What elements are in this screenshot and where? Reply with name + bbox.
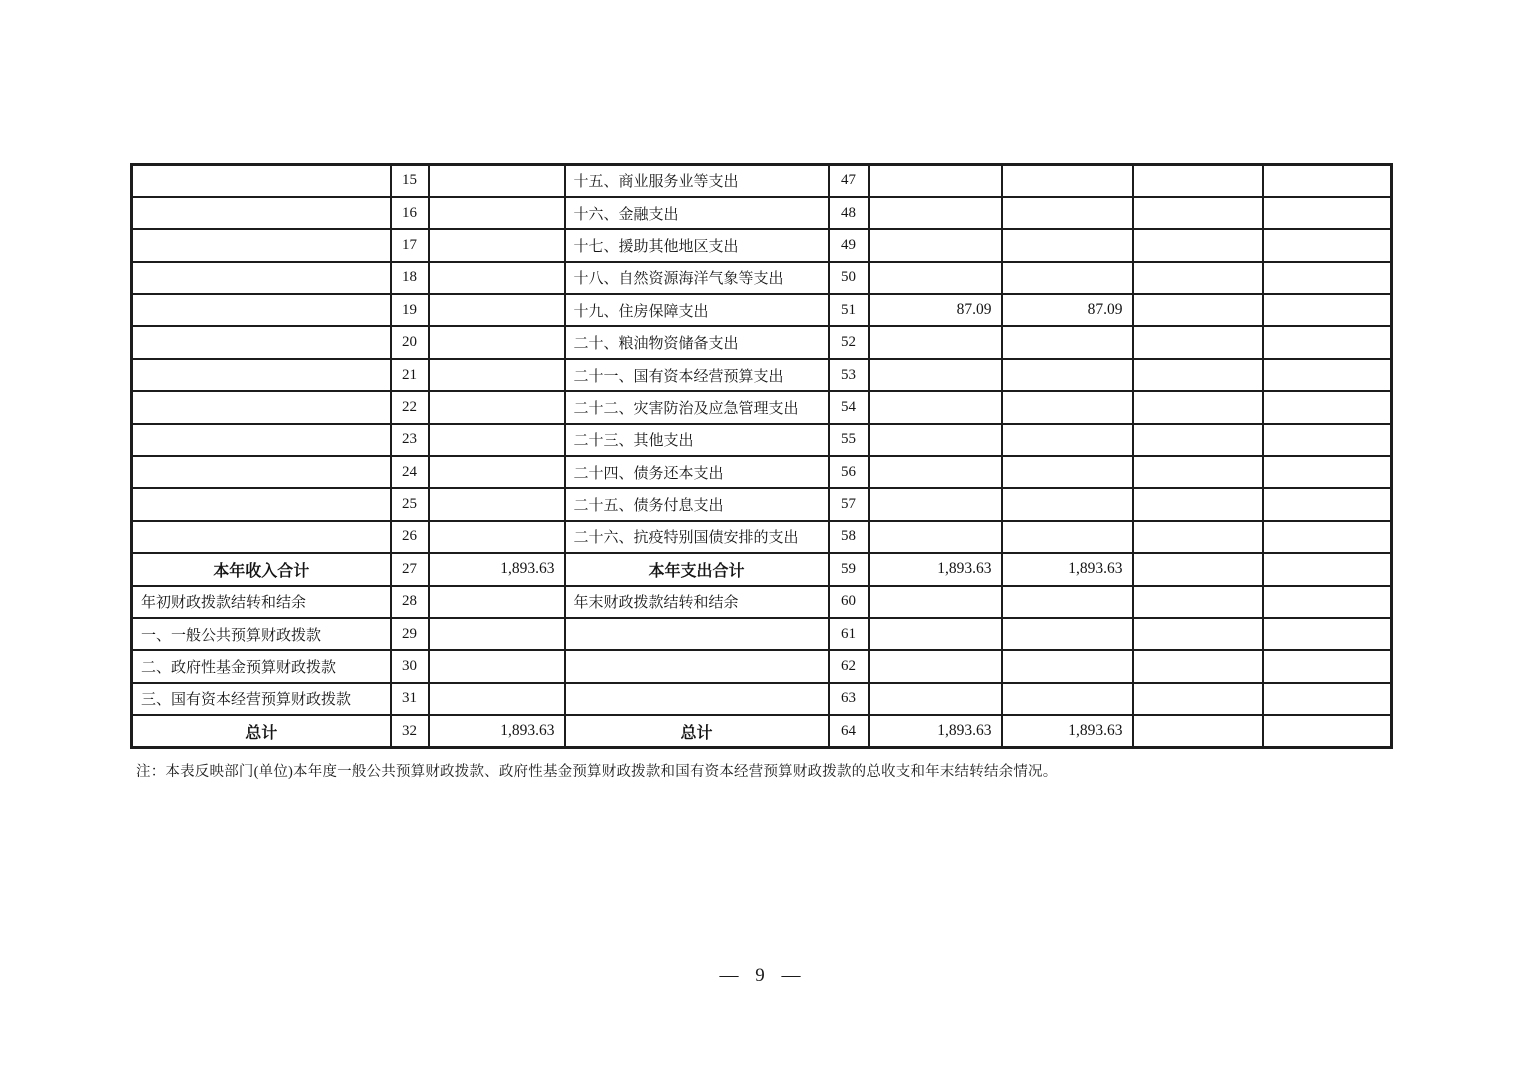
income-line-no-cell: 20 [391, 326, 429, 358]
funds-amount-2-cell [1002, 650, 1133, 682]
funds-amount-1-cell [869, 424, 1002, 456]
funds-amount-2-cell: 87.09 [1002, 294, 1133, 326]
funds-amount-1-cell [869, 586, 1002, 618]
expense-line-no-cell: 61 [829, 618, 869, 650]
table-row [132, 521, 1392, 553]
funds-amount-3-cell [1133, 488, 1263, 520]
income-item-cell [132, 424, 391, 456]
funds-amount-1-cell [869, 326, 1002, 358]
funds-amount-1-cell: 87.09 [869, 294, 1002, 326]
expense-item-cell: 总计 [565, 715, 829, 747]
funds-amount-1-cell: 1,893.63 [869, 553, 1002, 585]
expense-line-no-cell: 57 [829, 488, 869, 520]
expense-line-no-cell: 47 [829, 165, 869, 197]
income-item-cell [132, 488, 391, 520]
funds-amount-4-cell [1263, 165, 1392, 197]
funds-amount-1-cell [869, 359, 1002, 391]
income-line-no-cell: 27 [391, 553, 429, 585]
expense-line-no-cell: 53 [829, 359, 869, 391]
expense-item-cell [565, 618, 829, 650]
table-row [132, 165, 1392, 197]
funds-amount-4-cell [1263, 488, 1392, 520]
income-item-cell: 总计 [132, 715, 391, 747]
income-line-no-cell: 17 [391, 229, 429, 261]
funds-amount-2-cell [1002, 488, 1133, 520]
table-row [132, 488, 1392, 520]
funds-amount-3-cell [1133, 294, 1263, 326]
table-row [132, 359, 1392, 391]
funds-amount-2-cell [1002, 229, 1133, 261]
expense-line-no-cell: 64 [829, 715, 869, 747]
income-line-no-cell: 21 [391, 359, 429, 391]
table-row [132, 326, 1392, 358]
expense-line-no-cell: 59 [829, 553, 869, 585]
expense-item-cell: 十五、商业服务业等支出 [565, 165, 829, 197]
funds-amount-1-cell [869, 683, 1002, 715]
income-line-no-cell: 31 [391, 683, 429, 715]
income-item-cell [132, 197, 391, 229]
table-row [132, 262, 1392, 294]
funds-amount-2-cell: 1,893.63 [1002, 715, 1133, 747]
income-amount-cell: 1,893.63 [429, 553, 565, 585]
expense-line-no-cell: 60 [829, 586, 869, 618]
funds-amount-2-cell [1002, 618, 1133, 650]
expense-item-cell: 二十四、债务还本支出 [565, 456, 829, 488]
funds-amount-2-cell [1002, 326, 1133, 358]
expense-item-cell: 二十二、灾害防治及应急管理支出 [565, 391, 829, 423]
income-amount-cell [429, 197, 565, 229]
income-line-no-cell: 23 [391, 424, 429, 456]
expense-item-cell: 二十、粮油物资储备支出 [565, 326, 829, 358]
funds-amount-4-cell [1263, 326, 1392, 358]
income-amount-cell [429, 650, 565, 682]
table-row [132, 391, 1392, 423]
income-line-no-cell: 24 [391, 456, 429, 488]
funds-amount-1-cell [869, 262, 1002, 294]
funds-amount-2-cell [1002, 683, 1133, 715]
funds-amount-3-cell [1133, 456, 1263, 488]
income-item-cell [132, 229, 391, 261]
funds-amount-3-cell [1133, 553, 1263, 585]
funds-amount-4-cell [1263, 650, 1392, 682]
income-amount-cell [429, 488, 565, 520]
table-row [132, 197, 1392, 229]
expense-line-no-cell: 50 [829, 262, 869, 294]
income-item-cell: 三、国有资本经营预算财政拨款 [132, 683, 391, 715]
funds-amount-3-cell [1133, 262, 1263, 294]
funds-amount-4-cell [1263, 586, 1392, 618]
income-item-cell: 二、政府性基金预算财政拨款 [132, 650, 391, 682]
table-row [132, 715, 1392, 747]
table-footnote: 注：本表反映部门(单位)本年度一般公共预算财政拨款、政府性基金预算财政拨款和国有资本经营预算财政拨款的总收支和年末结转结余情况。 [136, 764, 1058, 780]
funds-amount-3-cell [1133, 197, 1263, 229]
income-line-no-cell: 16 [391, 197, 429, 229]
income-amount-cell [429, 521, 565, 553]
expense-line-no-cell: 48 [829, 197, 869, 229]
income-item-cell [132, 521, 391, 553]
funds-amount-4-cell [1263, 197, 1392, 229]
income-item-cell [132, 326, 391, 358]
expense-item-cell: 二十六、抗疫特别国债安排的支出 [565, 521, 829, 553]
funds-amount-1-cell [869, 488, 1002, 520]
income-amount-cell [429, 165, 565, 197]
income-amount-cell [429, 359, 565, 391]
funds-amount-3-cell [1133, 586, 1263, 618]
expense-line-no-cell: 55 [829, 424, 869, 456]
funds-amount-3-cell [1133, 359, 1263, 391]
funds-amount-4-cell [1263, 294, 1392, 326]
income-item-cell [132, 456, 391, 488]
expense-item-cell: 十八、自然资源海洋气象等支出 [565, 262, 829, 294]
funds-amount-2-cell [1002, 424, 1133, 456]
funds-amount-4-cell [1263, 359, 1392, 391]
funds-amount-4-cell [1263, 683, 1392, 715]
expense-item-cell: 二十五、债务付息支出 [565, 488, 829, 520]
funds-amount-1-cell [869, 165, 1002, 197]
funds-amount-4-cell [1263, 229, 1392, 261]
funds-amount-1-cell [869, 197, 1002, 229]
table-body [132, 165, 1392, 748]
income-amount-cell [429, 294, 565, 326]
income-amount-cell [429, 326, 565, 358]
expense-item-cell: 十七、援助其他地区支出 [565, 229, 829, 261]
table-row [132, 229, 1392, 261]
income-line-no-cell: 30 [391, 650, 429, 682]
expense-line-no-cell: 56 [829, 456, 869, 488]
table-row [132, 553, 1392, 585]
income-item-cell [132, 165, 391, 197]
page-number: — 9 — [719, 965, 801, 986]
income-line-no-cell: 22 [391, 391, 429, 423]
income-amount-cell [429, 618, 565, 650]
funds-amount-4-cell [1263, 391, 1392, 423]
table-row [132, 618, 1392, 650]
funds-amount-4-cell [1263, 262, 1392, 294]
expense-line-no-cell: 63 [829, 683, 869, 715]
funds-amount-1-cell [869, 618, 1002, 650]
income-amount-cell: 1,893.63 [429, 715, 565, 747]
income-line-no-cell: 28 [391, 586, 429, 618]
funds-amount-3-cell [1133, 391, 1263, 423]
funds-amount-1-cell [869, 521, 1002, 553]
funds-amount-1-cell [869, 456, 1002, 488]
funds-amount-3-cell [1133, 424, 1263, 456]
funds-amount-2-cell [1002, 456, 1133, 488]
funds-amount-3-cell [1133, 650, 1263, 682]
funds-amount-3-cell [1133, 715, 1263, 747]
funds-amount-4-cell [1263, 553, 1392, 585]
expense-line-no-cell: 51 [829, 294, 869, 326]
expense-line-no-cell: 58 [829, 521, 869, 553]
funds-amount-2-cell [1002, 197, 1133, 229]
income-item-cell [132, 262, 391, 294]
table-row [132, 424, 1392, 456]
income-amount-cell [429, 456, 565, 488]
income-item-cell [132, 391, 391, 423]
funds-amount-1-cell [869, 650, 1002, 682]
funds-amount-4-cell [1263, 456, 1392, 488]
funds-amount-3-cell [1133, 521, 1263, 553]
expense-line-no-cell: 62 [829, 650, 869, 682]
funds-amount-2-cell: 1,893.63 [1002, 553, 1133, 585]
funds-amount-1-cell [869, 391, 1002, 423]
table-row [132, 586, 1392, 618]
funds-amount-3-cell [1133, 165, 1263, 197]
funds-amount-4-cell [1263, 715, 1392, 747]
table-row [132, 294, 1392, 326]
funds-amount-4-cell [1263, 618, 1392, 650]
expense-item-cell: 十九、住房保障支出 [565, 294, 829, 326]
expense-line-no-cell: 54 [829, 391, 869, 423]
expense-item-cell [565, 650, 829, 682]
expense-item-cell: 二十三、其他支出 [565, 424, 829, 456]
expense-item-cell: 十六、金融支出 [565, 197, 829, 229]
income-line-no-cell: 32 [391, 715, 429, 747]
funds-amount-2-cell [1002, 521, 1133, 553]
income-item-cell [132, 359, 391, 391]
funds-amount-3-cell [1133, 326, 1263, 358]
income-amount-cell [429, 586, 565, 618]
funds-amount-3-cell [1133, 683, 1263, 715]
funds-amount-2-cell [1002, 391, 1133, 423]
funds-amount-4-cell [1263, 521, 1392, 553]
income-line-no-cell: 26 [391, 521, 429, 553]
income-item-cell: 年初财政拨款结转和结余 [132, 586, 391, 618]
funds-amount-2-cell [1002, 359, 1133, 391]
funds-amount-1-cell: 1,893.63 [869, 715, 1002, 747]
expense-item-cell [565, 683, 829, 715]
income-line-no-cell: 15 [391, 165, 429, 197]
funds-amount-4-cell [1263, 424, 1392, 456]
funds-amount-2-cell [1002, 262, 1133, 294]
expense-line-no-cell: 49 [829, 229, 869, 261]
expense-line-no-cell: 52 [829, 326, 869, 358]
income-item-cell [132, 294, 391, 326]
table-row [132, 456, 1392, 488]
funds-amount-2-cell [1002, 165, 1133, 197]
income-amount-cell [429, 683, 565, 715]
funds-amount-3-cell [1133, 229, 1263, 261]
income-line-no-cell: 18 [391, 262, 429, 294]
funds-amount-2-cell [1002, 586, 1133, 618]
expense-item-cell: 本年支出合计 [565, 553, 829, 585]
expense-item-cell: 年末财政拨款结转和结余 [565, 586, 829, 618]
fiscal-appropriation-balance-table [130, 163, 1393, 749]
income-amount-cell [429, 229, 565, 261]
income-line-no-cell: 25 [391, 488, 429, 520]
income-line-no-cell: 29 [391, 618, 429, 650]
income-amount-cell [429, 391, 565, 423]
funds-amount-3-cell [1133, 618, 1263, 650]
income-line-no-cell: 19 [391, 294, 429, 326]
income-amount-cell [429, 262, 565, 294]
funds-amount-1-cell [869, 229, 1002, 261]
expense-item-cell: 二十一、国有资本经营预算支出 [565, 359, 829, 391]
table-row [132, 683, 1392, 715]
income-amount-cell [429, 424, 565, 456]
income-item-cell: 一、一般公共预算财政拨款 [132, 618, 391, 650]
income-item-cell: 本年收入合计 [132, 553, 391, 585]
table-row [132, 650, 1392, 682]
